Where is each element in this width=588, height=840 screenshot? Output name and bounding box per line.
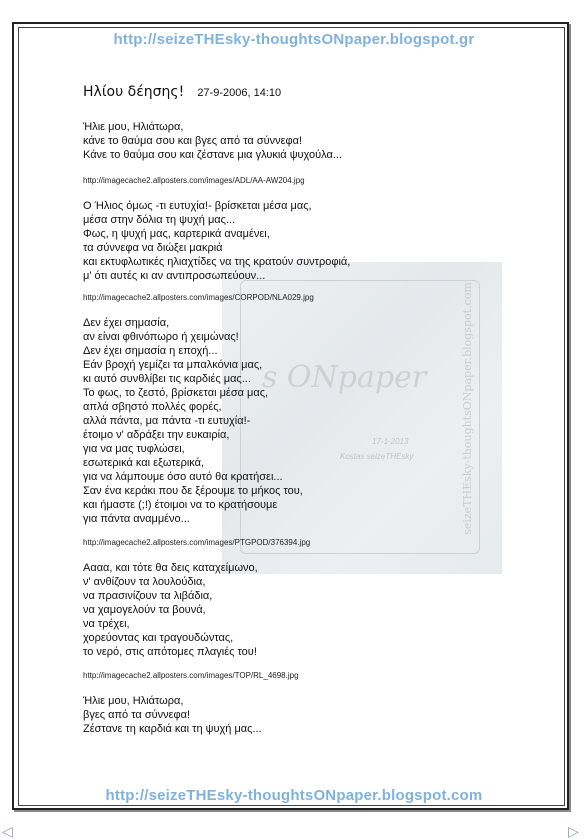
poem-line: για να λάμπουμε όσο αυτό θα κρατήσει... <box>83 471 283 483</box>
poem-line: και εκτυφλωτικές ηλιαχτίδες να της κρατούν συντροφιά, <box>83 256 351 268</box>
poem-line: Κάνε το θαύμα σου και ζέστανε μια γλυκιά ψυχούλα... <box>83 149 343 161</box>
poem-line: έτοιμο ν' αδράξει την ευκαιρία, <box>83 429 230 441</box>
poem-line: Ήλιε μου, Ηλιάτωρα, <box>83 121 184 133</box>
poem-line: Δεν έχει σημασία, <box>83 317 170 329</box>
arrow-right-icon[interactable]: ▷ <box>568 823 579 839</box>
image-link-3[interactable]: http://imagecache2.allposters.com/images/PTGPOD/376394.jpg <box>83 538 311 547</box>
arrow-left-icon[interactable]: ◁ <box>2 823 13 839</box>
poem-line: αν είναι φθινόπωρο ή χειμώνας! <box>83 331 239 343</box>
poem-line: Ζέστανε τη καρδιά και τη ψυχή μας... <box>83 723 262 735</box>
poem-line: Αααα, και τότε θα δεις καταχείμωνο, <box>83 562 258 574</box>
poem-line: να χαμογελούν τα βουνά, <box>83 604 206 616</box>
blog-url-bottom[interactable]: http://seizeTHEsky-thoughtsONpaper.blogspot.com <box>105 787 483 804</box>
post-header <box>83 84 513 106</box>
watermark-side-text: seizeTHEsky-thoughtsONpaper.blogspot.com <box>461 282 475 535</box>
poem-line: να πρασινίζουν τα λιβάδια, <box>83 590 213 602</box>
poem-line: βγες από τα σύννεφα! <box>83 709 191 721</box>
poem-line: Ήλιε μου, Ηλιάτωρα, <box>83 695 184 707</box>
poem-line: το νερό, στις απότομες πλαγιές του! <box>83 646 257 658</box>
poem-line: εσωτερικά και εξωτερικά, <box>83 457 205 469</box>
poem-line: Εάν βροχή γεμίζει τα μπαλκόνια μας, <box>83 359 263 371</box>
poem-line: μέσα στην δόλια τη ψυχή μας... <box>83 214 236 226</box>
watermark-date: 17-1-2013 <box>372 437 409 446</box>
poem-line: τα σύννεφα να διώξει μακριά <box>83 242 223 254</box>
post-content <box>83 84 513 736</box>
stanza-2 <box>83 199 513 283</box>
post-title: Ηλίου δέησης! <box>83 84 185 100</box>
stanza-4 <box>83 561 513 659</box>
poem-line: ν' ανθίζουν τα λουλούδια, <box>83 576 206 588</box>
poem-line: Φως, η ψυχή μας, καρτερικά αναμένει, <box>83 228 270 240</box>
image-link-4[interactable]: http://imagecache2.allposters.com/images/TOP/RL_4698.jpg <box>83 671 299 680</box>
poem-line: μ' ότι αυτές κι αν αντιπροσωπεύουν... <box>83 270 266 282</box>
poem-line: να τρέχει, <box>83 618 130 630</box>
watermark-title: s ONpaper <box>262 360 427 395</box>
poem-line: Σαν ένα κεράκι που δε ξέρουμε το μήκος του, <box>83 485 303 497</box>
poem-line: κάνε το θαύμα σου και βγες από τα σύννεφα! <box>83 135 303 147</box>
poem-line: χορεύοντας και τραγουδώντας, <box>83 632 234 644</box>
stanza-3 <box>83 316 513 526</box>
post-datetime: 27-9-2006, 14:10 <box>197 87 282 99</box>
stanza-1 <box>83 120 513 162</box>
poem-line: για να μας τυφλώσει, <box>83 443 185 455</box>
image-link-1[interactable]: http://imagecache2.allposters.com/images/ADL/AA-AW204.jpg <box>83 176 305 185</box>
poem-line: για πάντα αναμμένο... <box>83 513 190 525</box>
image-link-2[interactable]: http://imagecache2.allposters.com/images/CORPOD/NLA029.jpg <box>83 293 314 302</box>
poem-line: απλά σβηστό πολλές φορές, <box>83 401 222 413</box>
poem-line: Το φως, το ζεστό, βρίσκεται μέσα μας, <box>83 387 269 399</box>
blog-url-top[interactable]: http://seizeTHEsky-thoughtsONpaper.blogspot.gr <box>113 31 475 48</box>
poem-line: Ο Ήλιος όμως -τι ευτυχία!- βρίσκεται μέσα μας, <box>83 200 312 212</box>
poem-line: κι αυτό συνθλίβει τις καρδιές μας... <box>83 373 251 385</box>
poem-line: και ήμαστε (;!) έτοιμοι να το κρατήσουμε <box>83 499 278 511</box>
poem-line: Δεν έχει σημασία η εποχή... <box>83 345 218 357</box>
poem-line: αλλά πάντα, μα πάντα -τι ευτυχία!- <box>83 415 251 427</box>
watermark-signature: Kostas seizeTHEsky <box>340 452 414 461</box>
stanza-5 <box>83 694 513 736</box>
